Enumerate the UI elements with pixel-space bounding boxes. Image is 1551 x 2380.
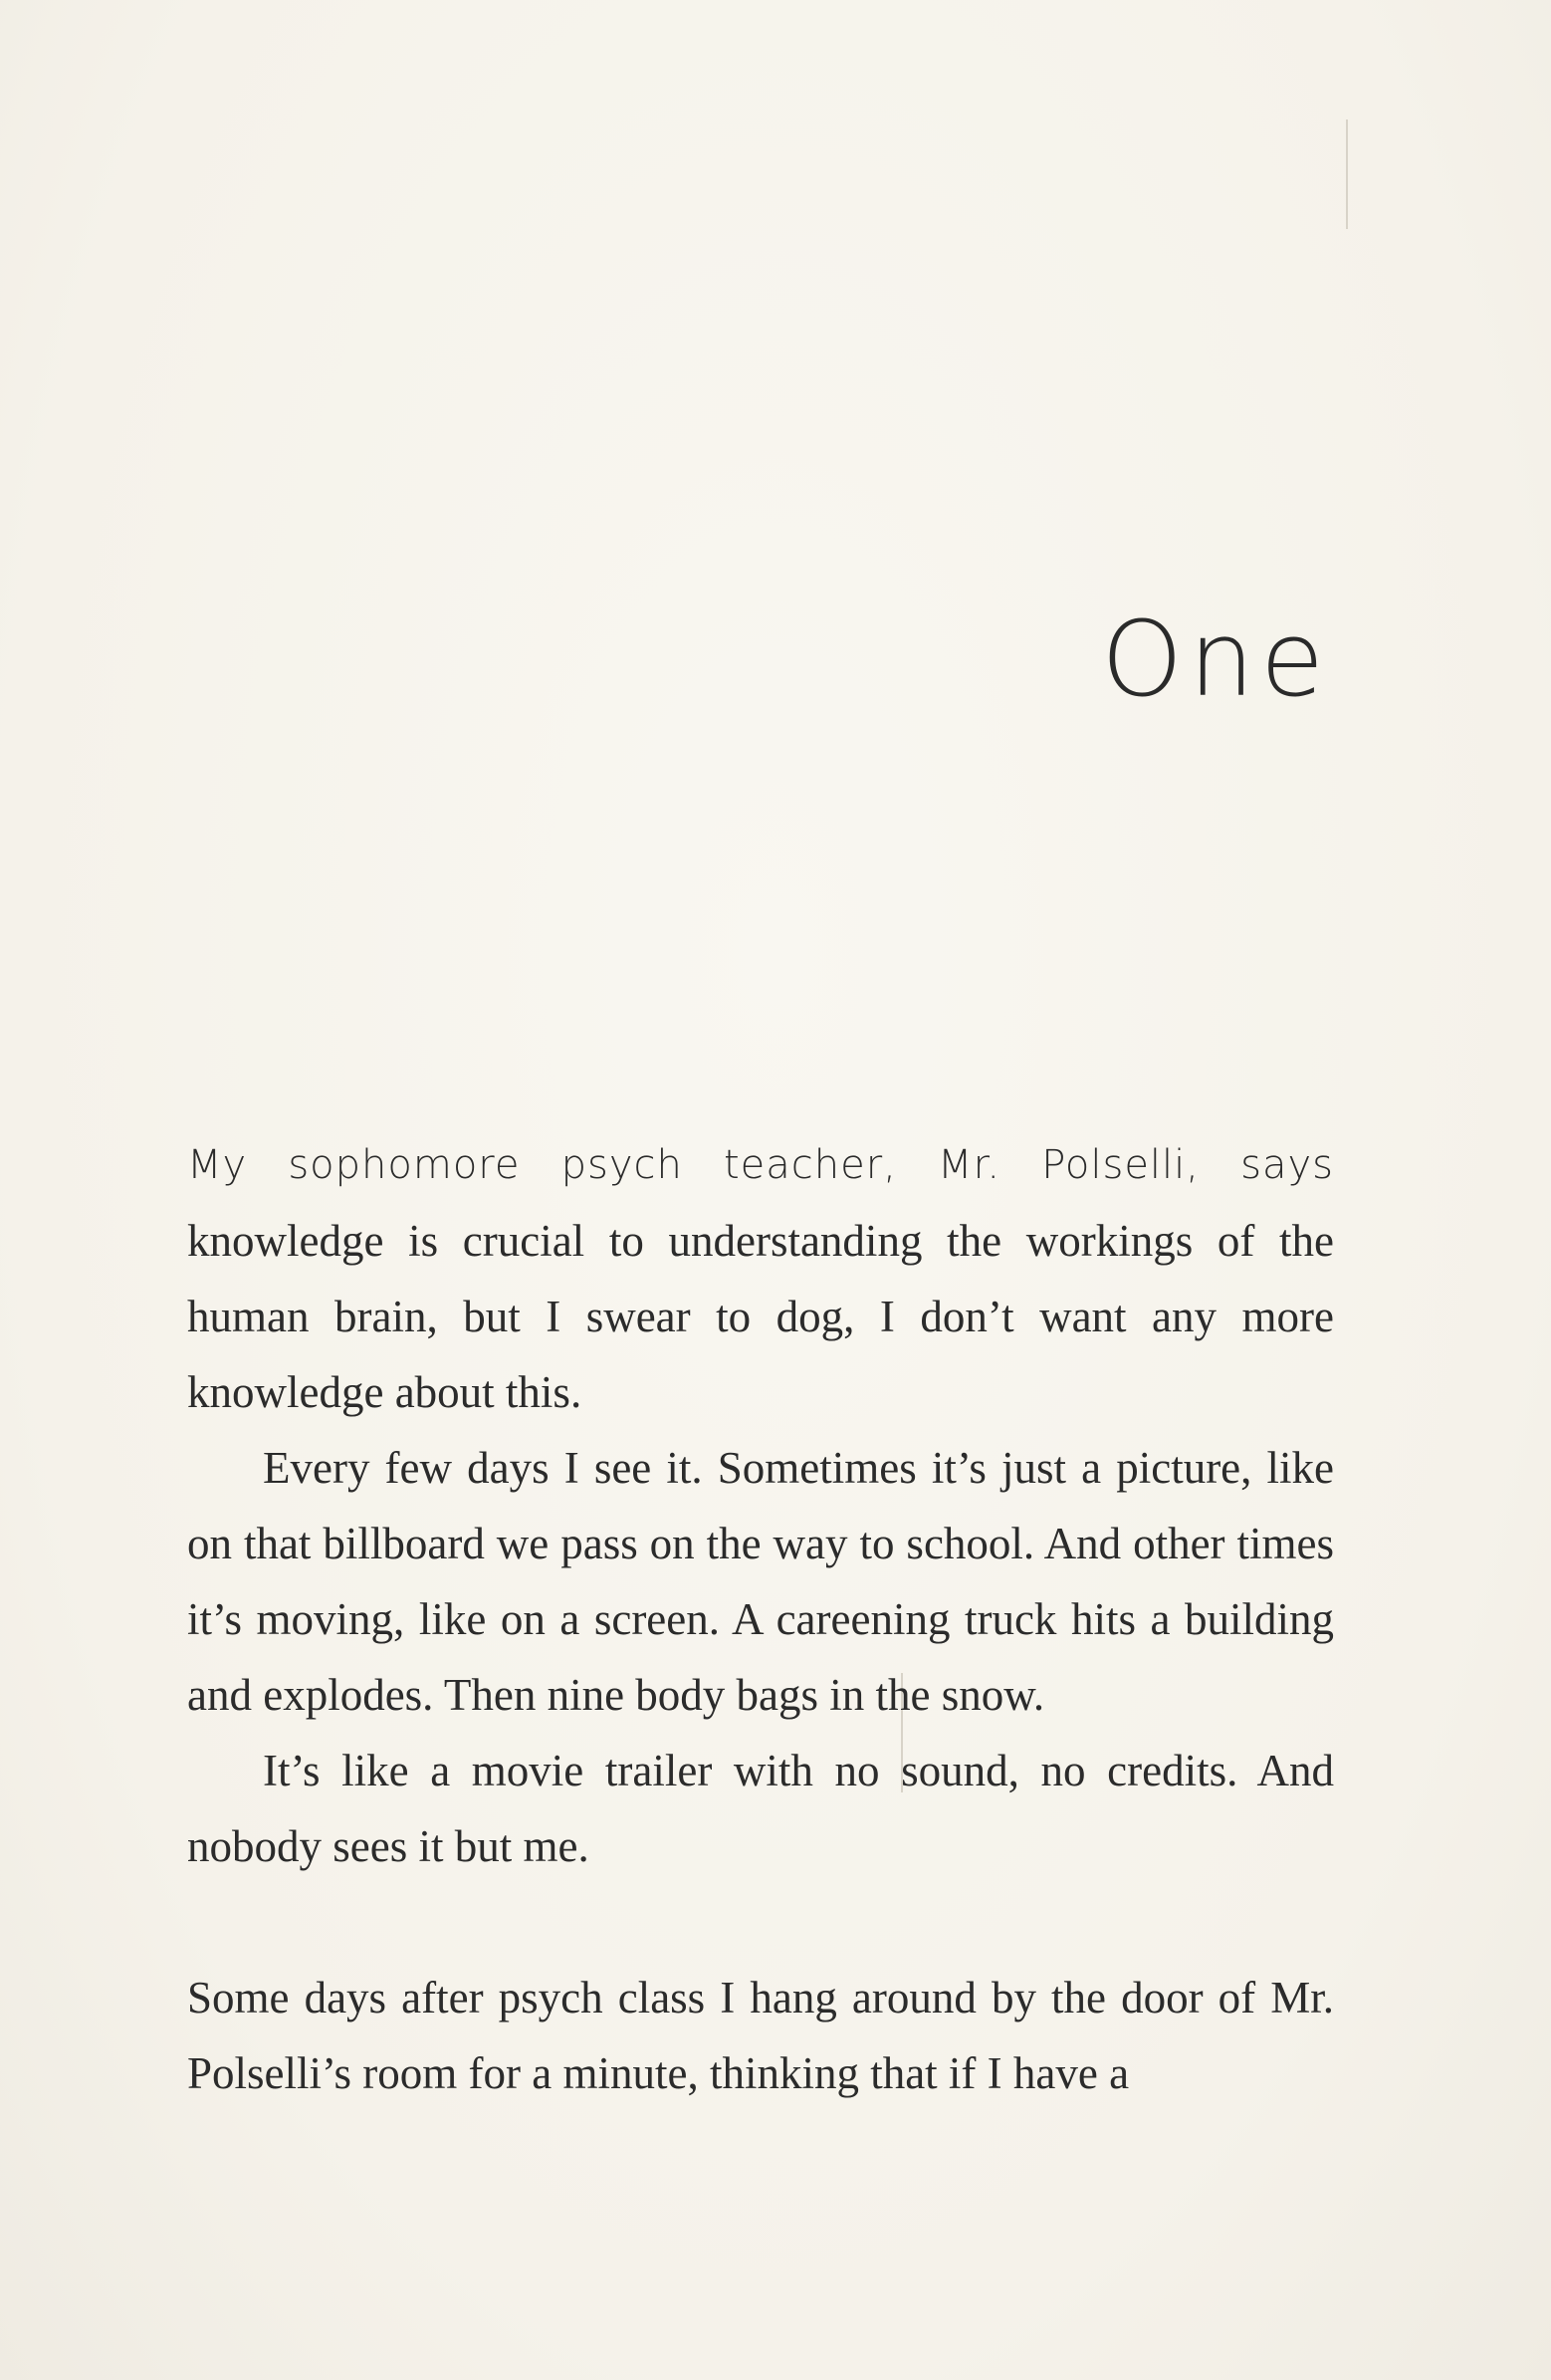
chapter-title: One xyxy=(1101,598,1330,720)
scene-break xyxy=(187,1884,1334,1960)
page-scan-mark xyxy=(1346,119,1348,229)
chapter-body xyxy=(187,1125,1334,2111)
paragraph-4: Some days after psych class I hang around by the door of Mr. Polselli’s room for a minute, thinking that if I have a xyxy=(187,1973,1334,2098)
paragraph-2: Every few days I see it. Sometimes it’s just a picture, like on that billboard we pass on the way to school. And other times it’s moving, like on a screen. A careening truck hits a building and explodes. Then nine body bags in the snow. xyxy=(187,1443,1334,1720)
paragraph-3: It’s like a movie trailer with no sound, no credits. And nobody sees it but me. xyxy=(187,1746,1334,1871)
paragraph-text: knowledge is crucial to understanding the workings of the human brain, but I swear to dog, I don’t want any more knowledge about this. xyxy=(187,1216,1334,1417)
paragraph-lead-in: My sophomore psych teacher, Mr. Polselli, says xyxy=(187,1142,1334,1188)
paragraph-1 xyxy=(187,1125,1334,1430)
